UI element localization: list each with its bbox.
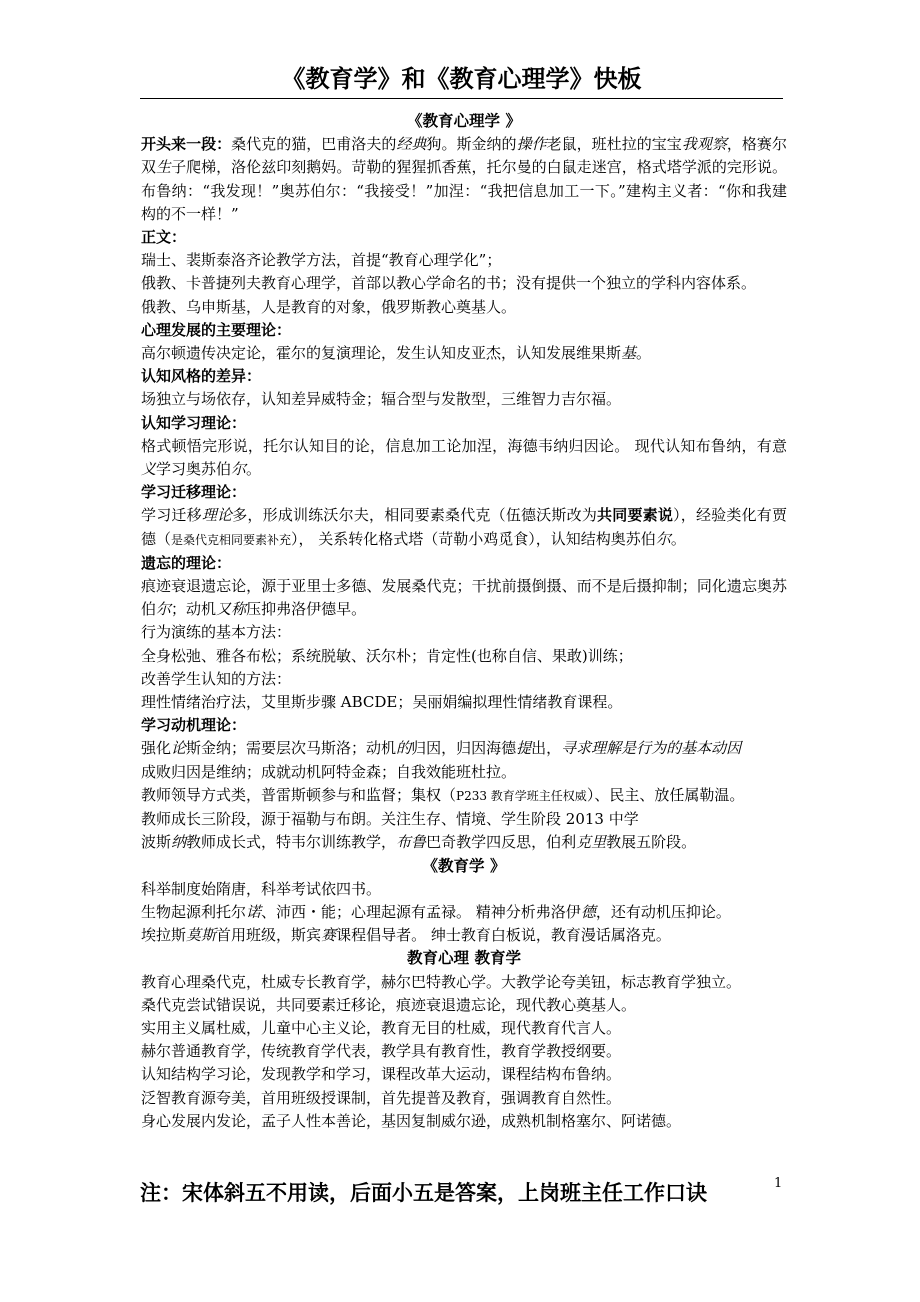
combined-line: 泛智教育源夸美，首用班级授课制，首先提普及教育，强调教育自然性。 — [141, 1088, 622, 1107]
page-number: 1 — [774, 1176, 783, 1191]
document-title: 《教育学》和《教育心理学》快板 — [281, 65, 642, 93]
heading-motivation: 学习动机理论： — [141, 716, 247, 735]
motivation-line-1: 强化论斯金纳；需要层次马斯洛；动机的归因，归因海德提出，寻求理解是行为的基本动因 — [141, 739, 742, 758]
document-body — [141, 110, 787, 1133]
forgetting-paragraph: 痕迹衰退遗忘论，源于亚里士多德、发展桑代克；干扰前摄倒摄、而不是后摄抑制；同化遗忘奥苏伯尔；动机又称压抑弗洛伊德早。 — [141, 577, 787, 619]
title-underline — [140, 98, 783, 99]
body-line: 瑞士、裴斯泰洛齐论教学方法，首提“教育心理学化”； — [141, 251, 502, 270]
pedagogy-line-1: 科举制度始隋唐，科举考试依四书。 — [141, 879, 382, 898]
combined-line: 桑代克尝试错误说，共同要素迁移论，痕迹衰退遗忘论，现代教心奠基人。 — [141, 995, 637, 1014]
body-line: 俄教、乌申斯基，人是教育的对象，俄罗斯教心奠基人。 — [141, 297, 517, 316]
behavior-line: 行为演练的基本方法： — [141, 623, 292, 642]
combined-line: 实用主义属杜威，儿童中心主义论，教育无目的杜威，现代教育代言人。 — [141, 1018, 622, 1037]
transfer-paragraph: 学习迁移理论多，形成训练沃尔夫，相同要素桑代克（伍德沃斯改为共同要素说），经验类化有贾德（是桑代克相同要素补充）， 关系转化格式塔（苛勒小鸡觅食），认知结构奥苏伯尔。 — [141, 506, 787, 548]
heading-cognitive-style: 认知风格的差异： — [141, 367, 262, 386]
heading-transfer: 学习迁移理论： — [141, 483, 247, 502]
motivation-line-2: 成败归因是维纳；成就动机阿特金森；自我效能班杜拉。 — [141, 762, 517, 781]
footer-note: 注：宋体斜五不用读，后面小五是答案，上岗班主任工作口诀 — [140, 1181, 707, 1205]
combined-line: 身心发展内发论，孟子人性本善论，基因复制威尔逊，成熟机制格塞尔、阿诺德。 — [141, 1111, 682, 1130]
heading-forgetting: 遗忘的理论： — [141, 553, 232, 572]
heading-dev-theory: 心理发展的主要理论： — [141, 320, 292, 339]
motivation-line-4: 教师成长三阶段，源于福勒与布朗。关注生存、情境、学生阶段 2013 中学 — [141, 810, 639, 829]
behavior-line: 全身松弛、雅各布松；系统脱敏、沃尔朴；肯定性(也称自信、果敢)训练； — [141, 646, 633, 665]
behavior-line: 改善学生认知的方法： — [141, 669, 292, 688]
motivation-line-5: 波斯纳教师成长式，特韦尔训练教学，布鲁巴奇教学四反思，伯利克里教展五阶段。 — [141, 833, 697, 852]
cognitive-learning-paragraph: 格式顿悟完形说，托尔认知目的论，信息加工论加涅，海德韦纳归因论。 现代认知布鲁纳，有意义学习奥苏伯尔。 — [141, 436, 787, 479]
dev-theory-line: 高尔顿遗传决定论，霍尔的复演理论，发生认知皮亚杰，认知发展维果斯基。 — [141, 344, 652, 363]
combined-line: 赫尔普通教育学，传统教育学代表，教学具有教育性，教育学教授纲要。 — [141, 1042, 622, 1061]
heading-cognitive-learning: 认知学习理论： — [141, 413, 247, 432]
body-label: 正文： — [141, 228, 187, 247]
combined-line: 教育心理桑代克，杜威专长教育学，赫尔巴特教心学。大教学论夸美钮，标志教育学独立。 — [141, 972, 742, 991]
pedagogy-line-2: 生物起源利托尔诺、沛西・能；心理起源有孟禄。 精神分析弗洛伊德，还有动机压抑论。 — [141, 902, 731, 921]
behavior-line: 理性情绪治疗法，艾里斯步骤 ABCDE；吴丽娟编拟理性情绪教育课程。 — [141, 693, 623, 712]
combined-line: 认知结构学习论，发现教学和学习，课程改革大运动，课程结构布鲁纳。 — [141, 1065, 622, 1084]
section-title-pedagogy: 《教育学 》 — [422, 856, 506, 875]
pedagogy-line-3: 埃拉斯莫斯首用班级，斯宾赛课程倡导者。 绅士教育白板说，教育漫话属洛克。 — [141, 926, 671, 945]
section-title-combined: 教育心理 教育学 — [407, 949, 521, 968]
body-line: 俄教、卡普捷列夫教育心理学，首部以教心学命名的书；没有提供一个独立的学科内容体系。 — [141, 274, 757, 293]
section-title-psychology: 《教育心理学 》 — [407, 112, 521, 130]
cognitive-style-line: 场独立与场依存，认知差异威特金；辐合型与发散型，三维智力吉尔福。 — [141, 390, 622, 409]
motivation-line-3: 教师领导方式类，普雷斯顿参与和监督；集权（P233 教育学班主任权威）、民主、放任属勒温。 — [141, 785, 745, 804]
intro-paragraph: 开头来一段：桑代克的猫，巴甫洛夫的经典狗。斯金纳的操作老鼠，班杜拉的宝宝我观察，格赛尔双生子爬梯，洛伦兹印刻鹅妈。苛勒的猩猩抓香蕉，托尔曼的白鼠走迷宫，格式塔学派的完形说。布鲁纳：“我发现！”奥苏伯尔：“我接受！”加涅：“我把信息加工一下。”建构主义者：“你和我建构的不一样！” — [141, 135, 787, 223]
